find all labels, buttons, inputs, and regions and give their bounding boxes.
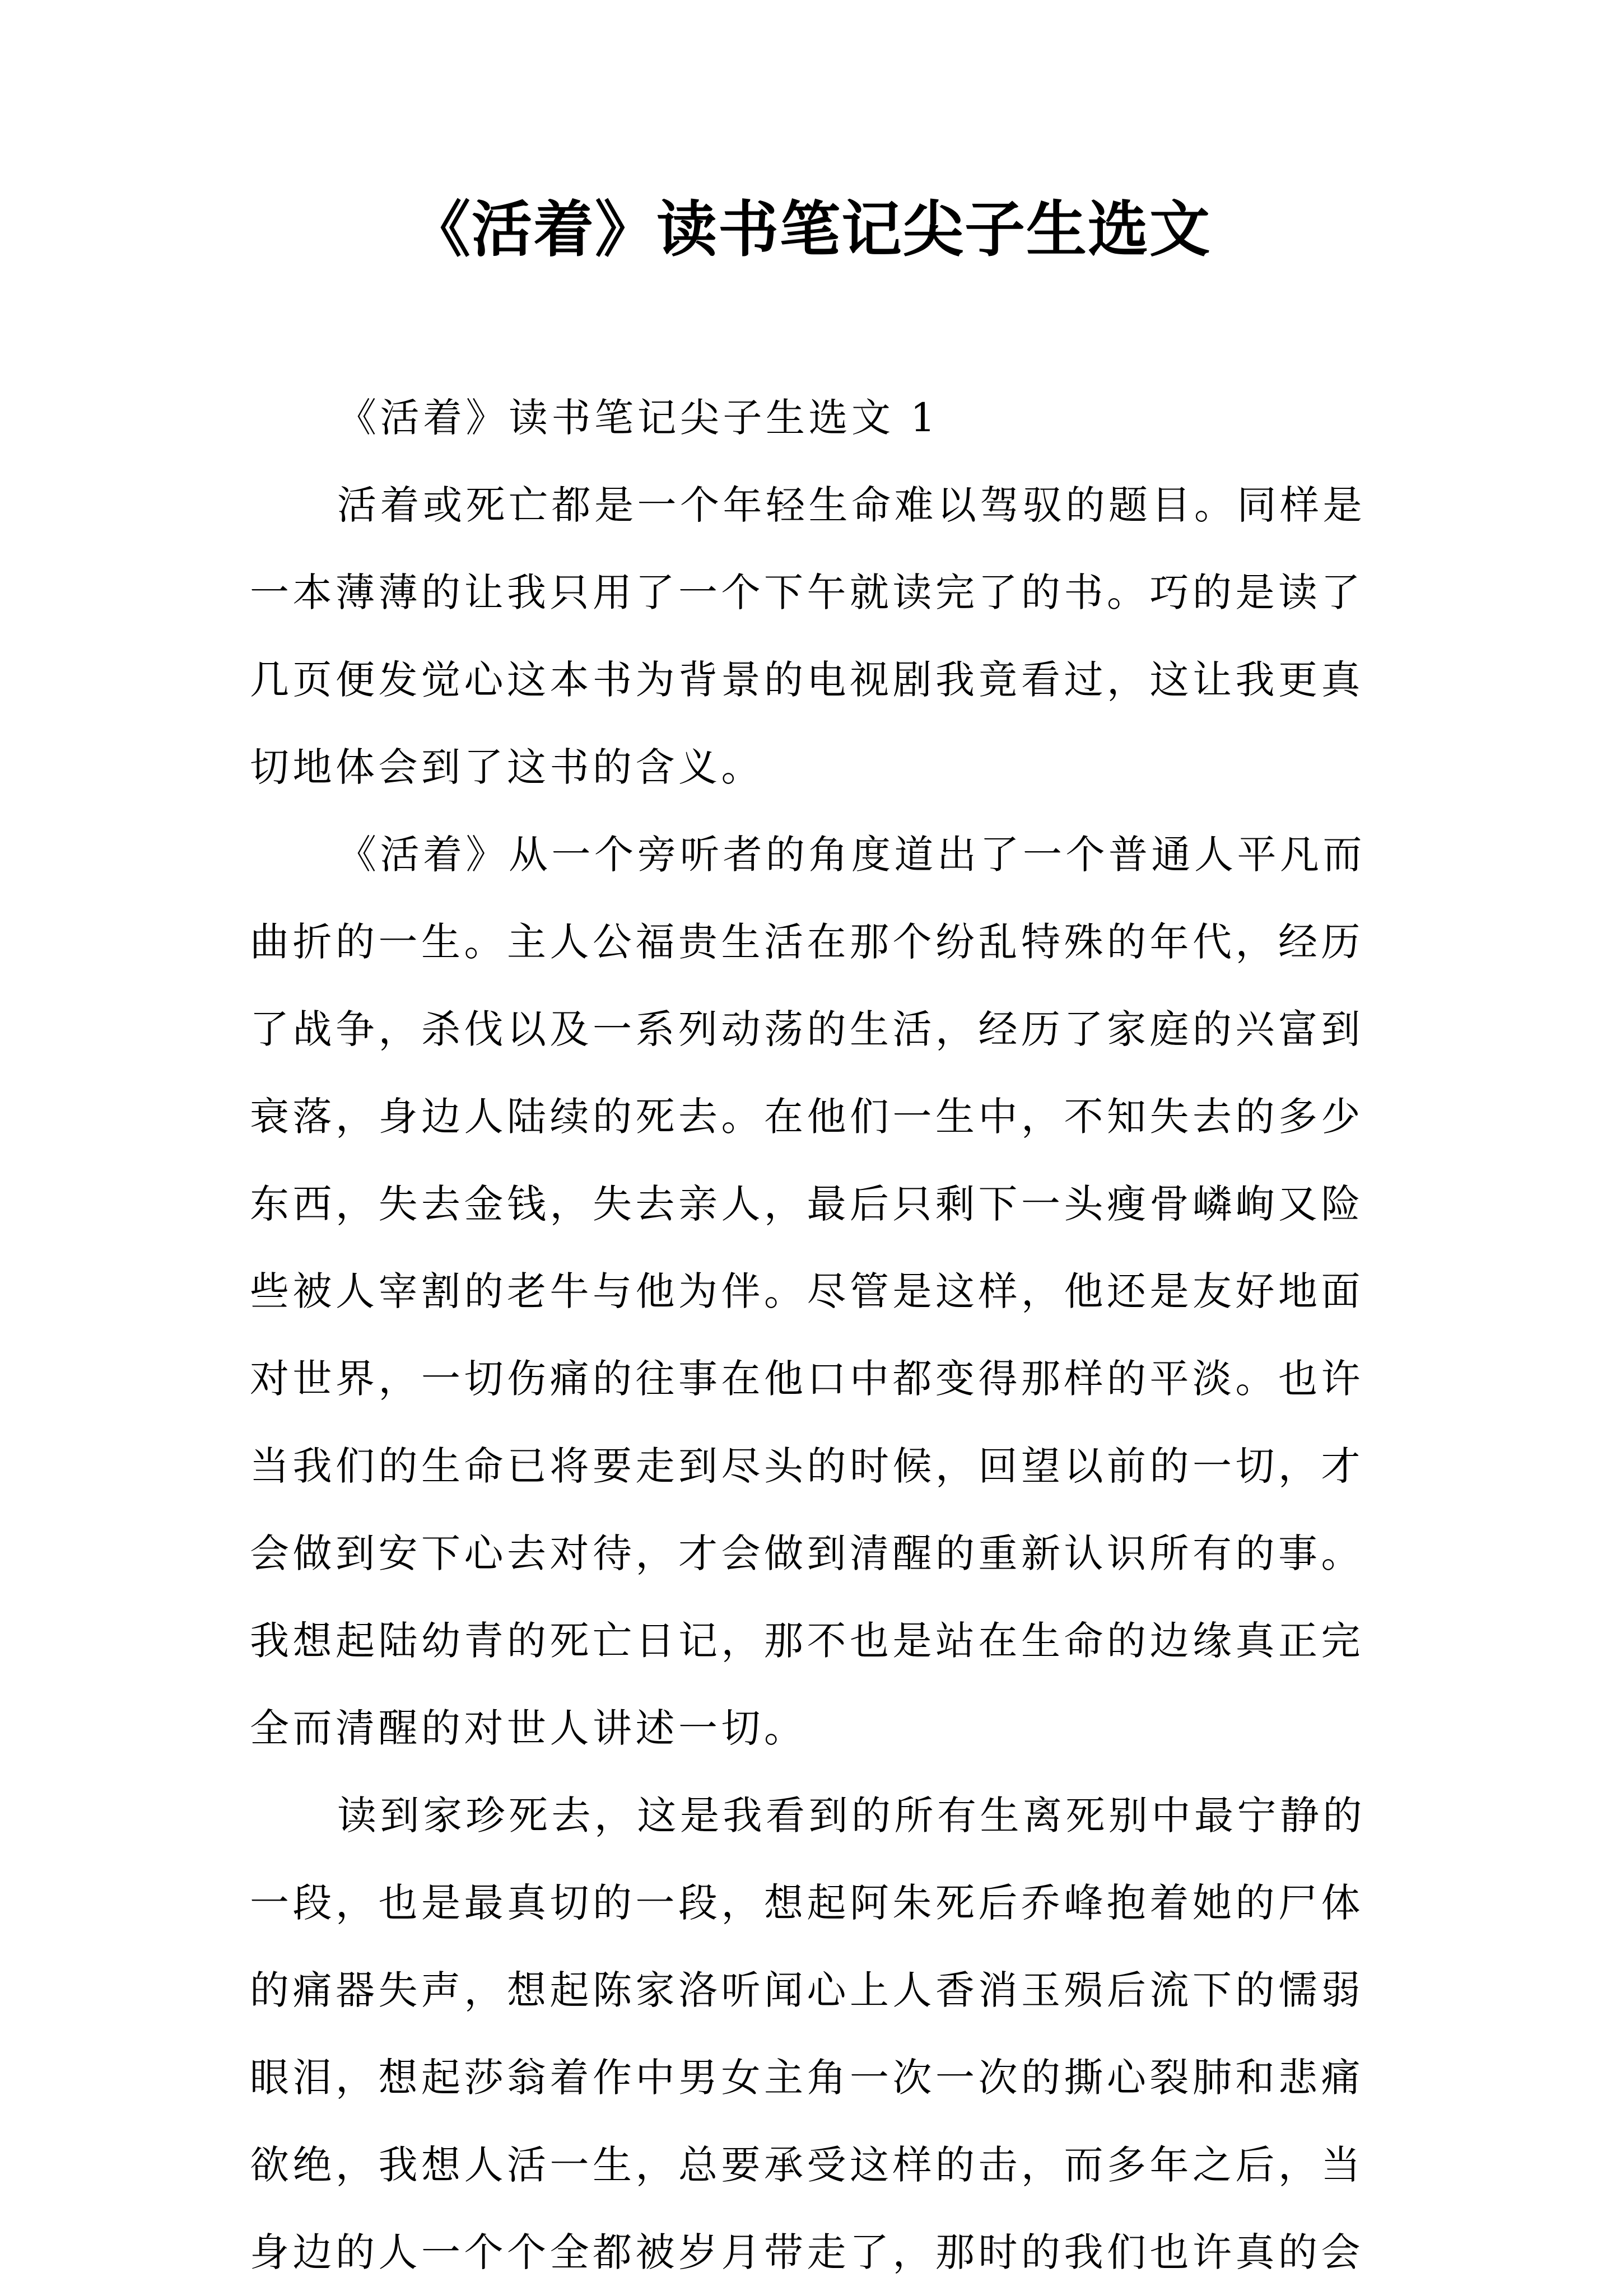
text-line: 欲绝，我想人活一生，总要承受这样的击，而多年之后，当	[250, 2142, 1364, 2188]
text-line: 身边的人一个个全都被岁月带走了，那时的我们也许真的会	[250, 2229, 1364, 2275]
document-title: 《活着》读书笔记尖子生选文	[409, 194, 1211, 265]
text-line: 一本薄薄的让我只用了一个下午就读完了的书。巧的是读了	[250, 570, 1364, 615]
text-line: 眼泪，想起莎翁着作中男女主角一次一次的撕心裂肺和悲痛	[250, 2055, 1364, 2101]
text-line: 《活着》从一个旁听者的角度道出了一个普通人平凡而	[337, 832, 1366, 878]
text-line: 东西，失去金钱，失去亲人，最后只剩下一头瘦骨嶙峋又险	[250, 1181, 1364, 1227]
text-line: 《活着》读书笔记尖子生选文 1	[337, 395, 939, 441]
text-line: 切地体会到了这书的含义。	[250, 744, 764, 790]
text-line: 几页便发觉心这本书为背景的电视剧我竟看过，这让我更真	[250, 657, 1364, 703]
text-line: 全而清醒的对世人讲述一切。	[250, 1705, 807, 1751]
text-line: 对世界，一切伤痛的往事在他口中都变得那样的平淡。也许	[250, 1356, 1364, 1402]
text-line: 曲折的一生。主人公福贵生活在那个纷乱特殊的年代，经历	[250, 919, 1364, 965]
text-line: 些被人宰割的老牛与他为伴。尽管是这样，他还是友好地面	[250, 1268, 1364, 1314]
text-line: 一段，也是最真切的一段，想起阿朱死后乔峰抱着她的尸体	[250, 1880, 1364, 1926]
text-line: 我想起陆幼青的死亡日记，那不也是站在生命的边缘真正完	[250, 1618, 1364, 1664]
text-line: 的痛器失声，想起陈家洛听闻心上人香消玉殒后流下的懦弱	[250, 1967, 1364, 2013]
text-line: 了战争，杀伐以及一系列动荡的生活，经历了家庭的兴富到	[250, 1006, 1364, 1052]
text-line: 读到家珍死去，这是我看到的所有生离死别中最宁静的	[337, 1793, 1366, 1838]
text-line: 衰落，身边人陆续的死去。在他们一生中，不知失去的多少	[250, 1094, 1364, 1140]
text-line: 活着或死亡都是一个年轻生命难以驾驭的题目。同样是	[337, 482, 1366, 528]
document-body	[250, 374, 1392, 2296]
text-line: 会做到安下心去对待，才会做到清醒的重新认识所有的事。	[250, 1530, 1364, 1576]
text-line: 当我们的生命已将要走到尽头的时候，回望以前的一切，才	[250, 1443, 1364, 1489]
